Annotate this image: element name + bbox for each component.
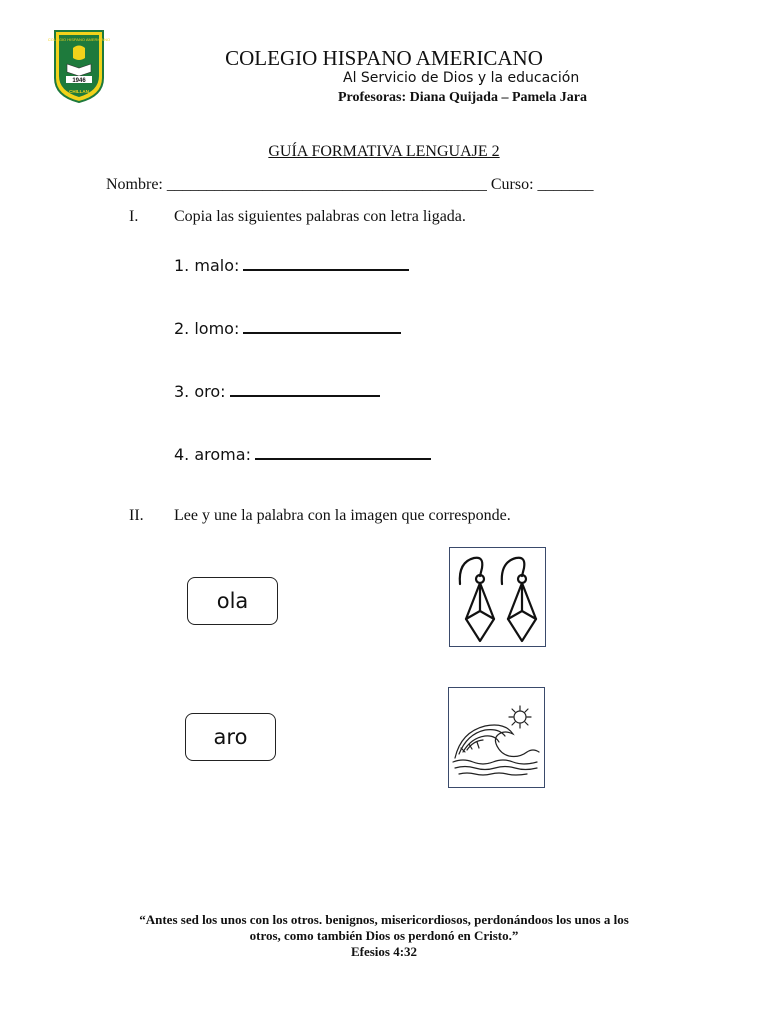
- earrings-picture[interactable]: [449, 547, 546, 647]
- logo-year: 1946: [72, 78, 86, 84]
- copy-item-3: [174, 379, 380, 401]
- copy-item-4: [174, 442, 431, 464]
- name-label: Nombre:: [106, 176, 163, 193]
- course-blank: _______: [537, 176, 594, 193]
- writing-blank[interactable]: [255, 442, 431, 460]
- earrings-icon: [450, 548, 544, 645]
- logo-city: CHILLAN: [69, 89, 89, 94]
- section1-instruction: Copia las siguientes palabras con letra ligada.: [174, 208, 466, 225]
- writing-blank[interactable]: [243, 253, 409, 271]
- wave-picture[interactable]: [448, 687, 545, 788]
- word-card-text: aro: [213, 725, 248, 749]
- copy-item-label: 2. lomo:: [174, 319, 240, 338]
- word-card-ola[interactable]: [187, 577, 278, 625]
- copy-item-2: [174, 316, 401, 338]
- student-info-line: [106, 176, 594, 194]
- writing-blank[interactable]: [230, 379, 380, 397]
- quote-reference: Efesios 4:32: [350, 944, 418, 959]
- word-card-aro[interactable]: [185, 713, 276, 761]
- copy-item-label: 3. oro:: [174, 382, 226, 401]
- copy-item-label: 1. malo:: [174, 256, 240, 275]
- school-name: [0, 46, 768, 71]
- word-card-text: ola: [216, 589, 249, 613]
- writing-blank[interactable]: [243, 316, 401, 334]
- section1-number: I.: [129, 208, 139, 225]
- section2-number: II.: [129, 507, 144, 524]
- copy-item-1: [174, 253, 409, 275]
- quote-line-2: otros, como también Dios os perdonó en Cristo.”: [249, 928, 519, 943]
- document-title: GUÍA FORMATIVA LENGUAJE 2: [268, 143, 500, 160]
- section2-instruction: Lee y une la palabra con la imagen que corresponde.: [174, 507, 511, 524]
- copy-item-label: 4. aroma:: [174, 445, 251, 464]
- name-blank: ________________________________________: [166, 176, 487, 193]
- course-label: Curso:: [490, 176, 534, 193]
- quote-line-1: “Antes sed los unos con los otros. benignos, misericordiosos, perdonándoos los unos a los: [139, 912, 629, 927]
- wave-icon: [449, 688, 543, 786]
- logo-top-text: COLEGIO HISPANO AMERICANO: [47, 37, 111, 42]
- school-motto: Al Servicio de Dios y la educación: [343, 70, 580, 86]
- school-name-text: COLEGIO HISPANO AMERICANO: [225, 46, 543, 70]
- bible-quote: [0, 912, 768, 960]
- teachers-line: Profesoras: Diana Quijada – Pamela Jara: [338, 90, 587, 105]
